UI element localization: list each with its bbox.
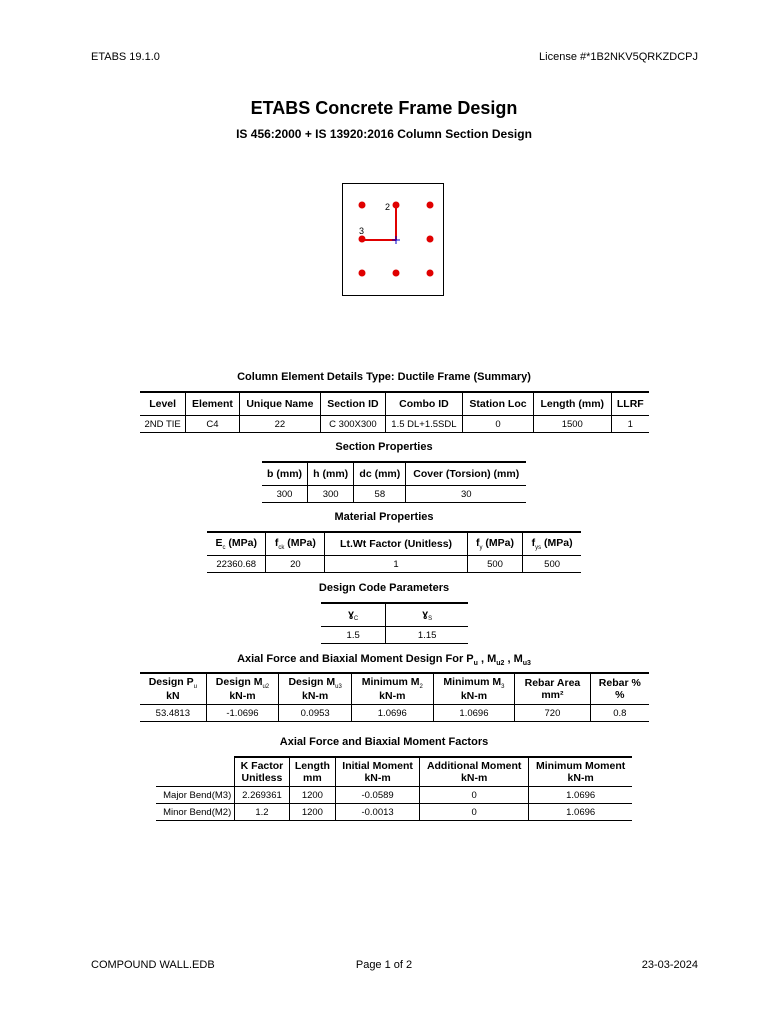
section-properties-table (262, 461, 526, 503)
table-header-row (262, 462, 526, 486)
column-header: dc (mm) (354, 462, 406, 486)
report-subtitle: IS 456:2000 + IS 13920:2016 Column Section Design (236, 127, 532, 141)
header-text: (MPa) (541, 536, 573, 549)
element-details-table (140, 391, 649, 433)
column-header: Length (mm) (533, 392, 611, 416)
header-sub: u2 (262, 684, 270, 691)
table-cell: 0 (420, 787, 529, 804)
rebar-dot (359, 202, 366, 209)
table-header-row (156, 757, 632, 787)
header-sub: ys (535, 545, 542, 552)
table-cell: 53.4813 (140, 705, 206, 722)
column-header (266, 532, 325, 556)
header-unit: mm (303, 772, 322, 784)
column-header (140, 673, 206, 705)
table-cell: -0.0013 (336, 804, 420, 821)
table-cell: 500 (467, 556, 522, 573)
column-header: Level (140, 392, 186, 416)
table-cell: 1.2 (235, 804, 289, 821)
header-sub: c (222, 545, 226, 552)
table-cell: 1.0696 (529, 804, 632, 821)
heading-text: , M (504, 653, 523, 665)
column-header: Cover (Torsion) (mm) (406, 462, 526, 486)
header-text: Design P (148, 676, 194, 688)
column-header: Station Loc (463, 392, 534, 416)
axial-factors-heading: Axial Force and Biaxial Moment Factors (279, 736, 489, 748)
column-header (515, 673, 590, 705)
rebar-dot (359, 270, 366, 277)
table-cell: C 300X300 (321, 416, 386, 433)
column-header (321, 603, 386, 627)
table-row (140, 705, 649, 722)
heading-sub: u2 (496, 660, 505, 668)
header-text: Design M (288, 676, 336, 688)
column-header (207, 532, 266, 556)
column-header: h (mm) (308, 462, 354, 486)
header-sub: u (193, 684, 197, 691)
table-cell: 1.5 (321, 627, 386, 644)
header-text: Minimum M (443, 676, 502, 688)
column-header: Section ID (321, 392, 386, 416)
table-cell: -1.0696 (206, 705, 279, 722)
header-text: Design M (215, 676, 263, 688)
header-text: (MPa) (284, 536, 316, 549)
header-text: Lt.Wt Factor (Unitless) (340, 538, 453, 550)
header-unit: kN-m (302, 690, 329, 703)
header-unit: kN-m (567, 772, 594, 784)
footer-filename: COMPOUND WALL.EDB (91, 959, 215, 971)
table-cell: 1.5 DL+1.5SDL (385, 416, 462, 433)
header-sub: C (353, 616, 359, 623)
table-cell: 58 (354, 486, 406, 503)
header-unit: mm² (541, 689, 564, 702)
table-cell: 1200 (289, 787, 335, 804)
column-header (386, 603, 468, 627)
column-header (325, 532, 468, 556)
table-row (321, 627, 468, 644)
design-code-table (321, 602, 468, 644)
table-cell: 300 (308, 486, 354, 503)
section-properties-heading: Section Properties (335, 441, 433, 453)
header-text: f (531, 536, 536, 549)
table-cell: 1.0696 (351, 705, 433, 722)
table-cell: 20 (266, 556, 325, 573)
table-row (140, 416, 649, 433)
row-label: Minor Bend(M2) (156, 804, 235, 821)
table-cell: 1 (325, 556, 468, 573)
column-header (467, 532, 522, 556)
table-cell: 22 (239, 416, 320, 433)
column-header (206, 673, 279, 705)
material-properties-heading: Material Properties (334, 511, 434, 523)
header-sub: u3 (335, 684, 342, 691)
axis-2-label: 2 (385, 202, 391, 212)
row-label: Major Bend(M3) (156, 787, 235, 804)
column-header (235, 757, 289, 787)
table-cell: 2.269361 (235, 787, 289, 804)
header-text: Minimum Moment (536, 760, 626, 772)
header-unit: kN-m (229, 690, 256, 703)
footer-page-number: Page 1 of 2 (355, 959, 413, 971)
table-cell: 0 (420, 804, 529, 821)
column-header (289, 757, 335, 787)
column-header (523, 532, 581, 556)
header-sub: S (428, 616, 433, 623)
column-header: Unique Name (239, 392, 320, 416)
column-header (336, 757, 420, 787)
table-cell: 1.0696 (529, 787, 632, 804)
header-sub: 3 (501, 684, 505, 691)
blank-header (156, 757, 235, 787)
header-unit: kN-m (461, 772, 488, 784)
column-header (279, 673, 352, 705)
header-text: f (475, 536, 480, 549)
column-header (420, 757, 529, 787)
table-cell: 0.0953 (279, 705, 352, 722)
header-text: (MPa) (482, 536, 514, 549)
table-cell: C4 (186, 416, 239, 433)
rebar-dot (427, 202, 434, 209)
heading-sub: u3 (522, 660, 531, 668)
table-row (156, 804, 632, 821)
header-sub: 2 (419, 684, 423, 691)
table-cell: 1500 (533, 416, 611, 433)
header-text: E (215, 536, 223, 549)
axial-factors-table (156, 756, 632, 821)
axis-3-label: 3 (359, 226, 365, 236)
header-text: ɣ (422, 607, 429, 620)
header-unit: kN-m (460, 690, 488, 703)
table-header-row (207, 532, 581, 556)
table-cell: 1.0696 (433, 705, 515, 722)
table-cell: 1 (611, 416, 649, 433)
report-title: ETABS Concrete Frame Design (250, 98, 518, 118)
axial-design-table (140, 672, 649, 722)
rebar-dot (427, 270, 434, 277)
table-cell: 500 (523, 556, 581, 573)
header-text: Initial Moment (342, 760, 413, 772)
element-details-heading: Column Element Details Type: Ductile Frame (Summary) (237, 371, 531, 383)
header-unit: % (615, 689, 625, 702)
table-header-row (140, 392, 649, 416)
header-text: ɣ (348, 607, 354, 620)
table-row (262, 486, 526, 503)
column-header (590, 673, 649, 705)
design-code-heading: Design Code Parameters (318, 582, 450, 594)
license-number: License #*1B2NKV5QRKZDCPJ (539, 51, 698, 63)
column-header (433, 673, 515, 705)
header-text: K Factor (240, 760, 284, 772)
column-header: LLRF (611, 392, 649, 416)
header-unit: kN-m (379, 690, 406, 703)
rebar-dot (427, 236, 434, 243)
header-text: (MPa) (225, 536, 257, 549)
header-text: f (274, 536, 279, 549)
table-header-row (140, 673, 649, 705)
column-header (529, 757, 632, 787)
table-cell: 2ND TIE (140, 416, 186, 433)
table-row (207, 556, 581, 573)
header-text: Rebar Area (524, 677, 581, 690)
column-section-figure (342, 183, 444, 296)
header-unit: kN-m (364, 772, 391, 784)
table-cell: 300 (262, 486, 308, 503)
column-header: b (mm) (262, 462, 308, 486)
heading-text: , M (477, 653, 497, 665)
axial-design-heading (0, 653, 768, 667)
header-text: Rebar % (598, 677, 641, 690)
header-sub: y (479, 545, 483, 552)
header-text: Length (294, 760, 330, 772)
header-unit: kN (166, 690, 180, 703)
table-cell: 0 (463, 416, 534, 433)
column-header (351, 673, 433, 705)
rebar-dot (393, 270, 400, 277)
table-cell: 22360.68 (207, 556, 266, 573)
heading-sub: u (473, 660, 478, 668)
header-unit: Unitless (241, 772, 283, 784)
table-cell: 1200 (289, 804, 335, 821)
footer-date: 23-03-2024 (641, 959, 698, 971)
table-row (156, 787, 632, 804)
header-text: Additional Moment (426, 760, 522, 772)
header-text: Minimum M (361, 676, 420, 688)
app-version: ETABS 19.1.0 (91, 51, 160, 63)
heading-text: Axial Force and Biaxial Moment Design For P (237, 653, 474, 665)
header-sub: ck (278, 545, 285, 552)
table-cell: 30 (406, 486, 526, 503)
table-header-row (321, 603, 468, 627)
table-cell: -0.0589 (336, 787, 420, 804)
table-cell: 1.15 (386, 627, 468, 644)
column-header: Element (186, 392, 239, 416)
table-cell: 0.8 (590, 705, 649, 722)
column-header: Combo ID (385, 392, 462, 416)
material-properties-table (207, 531, 581, 573)
table-cell: 720 (515, 705, 590, 722)
